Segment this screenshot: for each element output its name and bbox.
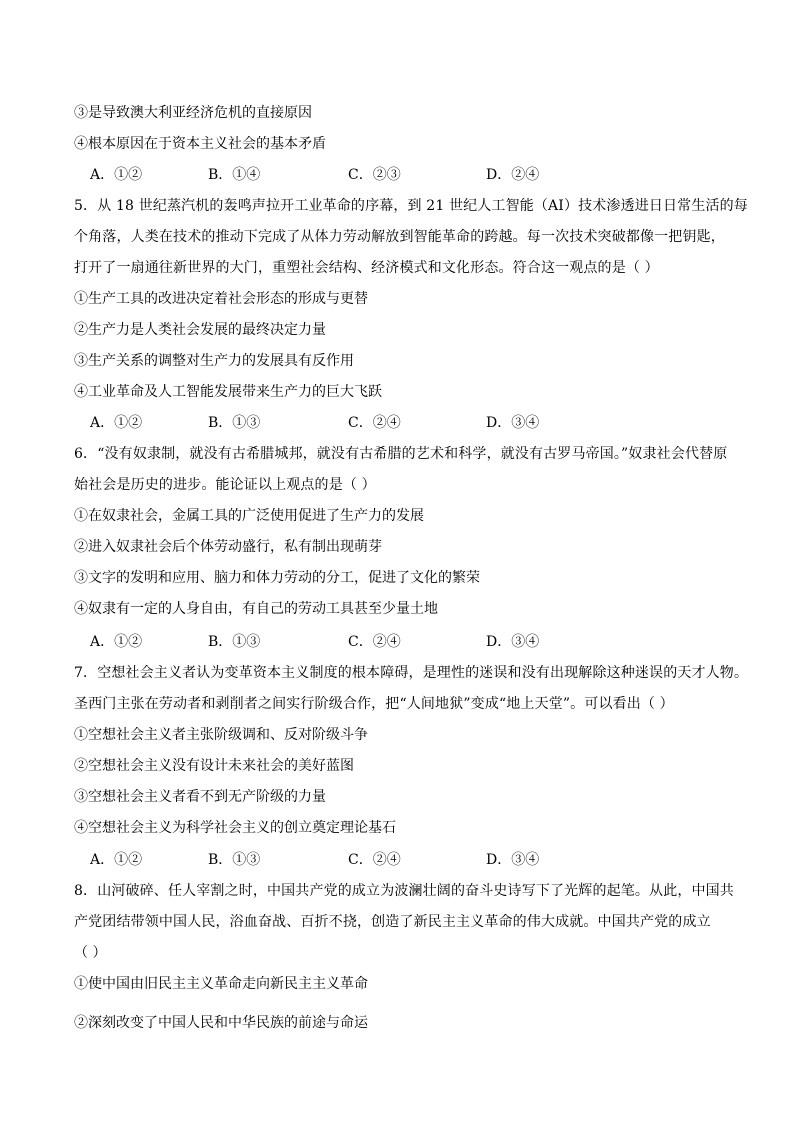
statement-3: ③生产关系的调整对生产力的发展具有反作用 — [74, 353, 354, 369]
option-d: D．③④ — [486, 634, 540, 650]
statement-4: ④根本原因在于资本主义社会的基本矛盾 — [74, 136, 326, 152]
answer-options — [90, 632, 730, 652]
option-c: C．②③ — [348, 167, 401, 183]
answer-options — [90, 850, 730, 870]
question-6-stem-line-1: 6．“没有奴隶制，就没有古希腊城邦，就没有古希腊的艺术和科学，就没有古罗马帝国。”奴隶社会代替原 — [74, 446, 728, 462]
option-d: D．③④ — [486, 852, 540, 868]
statement-3: ③空想社会主义者看不到无产阶级的力量 — [74, 789, 326, 805]
statement-3: ③文字的发明和应用、脑力和体力劳动的分工，促进了文化的繁荣 — [74, 570, 480, 586]
statement-4: ④工业革命及人工智能发展带来生产力的巨大飞跃 — [74, 384, 382, 400]
option-d: D．②④ — [486, 167, 540, 183]
answer-options — [90, 165, 730, 185]
statement-2: ②深刻改变了中国人民和中华民族的前途与命运 — [74, 1015, 368, 1031]
option-b: B．①③ — [208, 415, 261, 431]
question-5-stem-line-2: 个角落，人类在技术的推动下完成了从体力劳动解放到智能革命的跨越。每一次技术突破都像一把钥匙， — [74, 229, 725, 245]
question-5-stem-line-1: 5．从 18 世纪蒸汽机的轰鸣声拉开工业革命的序幕，到 21 世纪人工智能（AI）技术渗透进日日常生活的每 — [74, 198, 748, 214]
statement-2: ②进入奴隶社会后个体劳动盛行，私有制出现萌芽 — [74, 539, 382, 555]
question-7-stem-line-2: 圣西门主张在劳动者和剥削者之间实行阶级合作，把“人间地狱”变成“地上天堂”。可以看出（ ） — [74, 696, 674, 712]
answer-options — [90, 413, 730, 433]
statement-4: ④奴隶有一定的人身自由，有自己的劳动工具甚至少量土地 — [74, 601, 438, 617]
question-5-stem-line-3: 打开了一扇通往新世界的大门，重塑社会结构、经济模式和文化形态。符合这一观点的是（ ） — [74, 260, 659, 276]
question-8-stem-line-2: 产党团结带领中国人民，浴血奋战、百折不挠，创造了新民主主义革命的伟大成就。中国共产党的成立 — [74, 914, 711, 930]
option-c: C．②④ — [348, 852, 401, 868]
option-a: A．①② — [90, 634, 143, 650]
option-b: B．①④ — [208, 167, 261, 183]
option-b: B．①③ — [208, 634, 261, 650]
statement-1: ①生产工具的改进决定着社会形态的形成与更替 — [74, 291, 368, 307]
option-a: A．①② — [90, 415, 143, 431]
question-7-stem-line-1: 7．空想社会主义者认为变革资本主义制度的根本障碍，是理性的迷误和没有出现解除这种迷误的天才人物。 — [74, 665, 749, 681]
option-a: A．①② — [90, 167, 143, 183]
option-d: D．③④ — [486, 415, 540, 431]
question-8-stem-line-3: （ ） — [74, 945, 107, 961]
statement-3: ③是导致澳大利亚经济危机的直接原因 — [74, 105, 312, 121]
option-b: B．①③ — [208, 852, 261, 868]
statement-2: ②生产力是人类社会发展的最终决定力量 — [74, 322, 326, 338]
question-8-stem-line-1: 8．山河破碎、任人宰割之时，中国共产党的成立为波澜壮阔的奋斗史诗写下了光辉的起笔。从此，中国共 — [74, 883, 734, 899]
option-a: A．①② — [90, 852, 143, 868]
option-c: C．②④ — [348, 634, 401, 650]
option-c: C．②④ — [348, 415, 401, 431]
statement-1: ①空想社会主义者主张阶级调和、反对阶级斗争 — [74, 727, 368, 743]
statement-4: ④空想社会主义为科学社会主义的创立奠定理论基石 — [74, 820, 396, 836]
question-6-stem-line-2: 始社会是历史的进步。能论证以上观点的是（ ） — [74, 477, 376, 493]
statement-1: ①使中国由旧民主主义革命走向新民主主义革命 — [74, 976, 368, 992]
statement-2: ②空想社会主义没有设计未来社会的美好蓝图 — [74, 758, 354, 774]
statement-1: ①在奴隶社会，金属工具的广泛使用促进了生产力的发展 — [74, 508, 424, 524]
